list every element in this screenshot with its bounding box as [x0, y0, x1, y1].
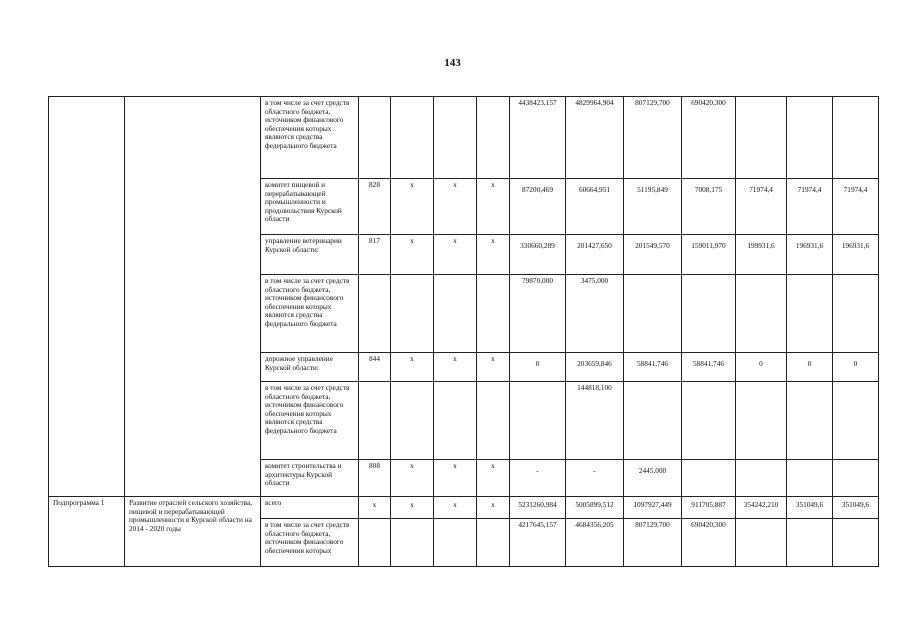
rzpr-cell [391, 275, 434, 353]
value-cell: 4438423,157 [510, 97, 566, 179]
value-cell: 0 [787, 353, 833, 382]
value-cell: 58841,746 [624, 353, 682, 382]
value-cell: 4217645,157 [510, 519, 566, 567]
value-cell: 60664,951 [566, 179, 624, 235]
value-cell: 3475,000 [566, 275, 624, 353]
csr-cell: х [434, 497, 477, 519]
source-cell: комитет пищевой и перерабатывающей промышленности и продовольствия Курской области [261, 179, 359, 235]
source-cell: дорожное управление Курской области: [261, 353, 359, 382]
rzpr-cell: х [391, 460, 434, 497]
value-cell [787, 460, 833, 497]
value-cell [624, 275, 682, 353]
value-cell [682, 382, 736, 460]
value-cell [787, 97, 833, 179]
table-row [49, 97, 879, 179]
value-cell: 79870,000 [510, 275, 566, 353]
vr-cell [477, 519, 510, 567]
value-cell: 354242,210 [736, 497, 787, 519]
value-cell [787, 382, 833, 460]
vr-cell: х [477, 235, 510, 275]
csr-cell: х [434, 235, 477, 275]
value-cell: 911705,887 [682, 497, 736, 519]
value-cell: 159011,970 [682, 235, 736, 275]
value-cell: 203659,846 [566, 353, 624, 382]
value-cell [833, 97, 879, 179]
csr-cell [434, 97, 477, 179]
value-cell: 199931,6 [736, 235, 787, 275]
grbs-code-cell: 808 [359, 460, 391, 497]
rzpr-cell [391, 519, 434, 567]
value-cell: 4829964,904 [566, 97, 624, 179]
value-cell: 807129,700 [624, 97, 682, 179]
value-cell: 807129,700 [624, 519, 682, 567]
rzpr-cell: х [391, 179, 434, 235]
vr-cell [477, 275, 510, 353]
grbs-code-cell: 817 [359, 235, 391, 275]
rzpr-cell [391, 382, 434, 460]
csr-cell [434, 519, 477, 567]
name-cell [125, 97, 261, 497]
grbs-code-cell: х [359, 497, 391, 519]
value-cell: 196931,6 [787, 235, 833, 275]
value-cell [736, 519, 787, 567]
value-cell: 201427,650 [566, 235, 624, 275]
value-cell: 5231260,984 [510, 497, 566, 519]
value-cell: 87200,469 [510, 179, 566, 235]
value-cell: 690420,300 [682, 97, 736, 179]
csr-cell [434, 382, 477, 460]
grbs-code-cell: 828 [359, 179, 391, 235]
source-cell: в том числе за счет средств областного бюджета, источником финансового обеспечения которых являются средства федерального бюджета [261, 382, 359, 460]
value-cell: - [566, 460, 624, 497]
value-cell: 0 [510, 353, 566, 382]
rzpr-cell [391, 97, 434, 179]
value-cell: 5005899,512 [566, 497, 624, 519]
page-number: 143 [444, 57, 461, 69]
grbs-code-cell [359, 97, 391, 179]
value-cell: 351049,6 [833, 497, 879, 519]
value-cell: 71974,4 [833, 179, 879, 235]
value-cell [787, 519, 833, 567]
value-cell: 196931,6 [833, 235, 879, 275]
csr-cell: х [434, 353, 477, 382]
value-cell: 1097927,449 [624, 497, 682, 519]
source-cell: в том числе за счет средств областного бюджета, источником финансового обеспечения которых [261, 519, 359, 567]
value-cell [624, 382, 682, 460]
subprogram-name-cell: Развитие отраслей сельского хозяйства, пищевой и перерабатывающей промышленности в Курской области на 2014 - 2020 годы [125, 497, 261, 567]
value-cell: 0 [736, 353, 787, 382]
value-cell [787, 275, 833, 353]
grbs-code-cell [359, 519, 391, 567]
source-cell: управление ветеринарии Курской области: [261, 235, 359, 275]
vr-cell: х [477, 179, 510, 235]
source-cell: комитет строительства и архитектуры Курской области [261, 460, 359, 497]
value-cell [682, 460, 736, 497]
value-cell [736, 97, 787, 179]
grbs-code-cell [359, 382, 391, 460]
value-cell [736, 382, 787, 460]
rzpr-cell: х [391, 497, 434, 519]
csr-cell [434, 275, 477, 353]
csr-cell: х [434, 179, 477, 235]
value-cell: - [510, 460, 566, 497]
value-cell: 2445,000 [624, 460, 682, 497]
value-cell [736, 275, 787, 353]
vr-cell: х [477, 460, 510, 497]
value-cell: 330660,289 [510, 235, 566, 275]
value-cell: 4684356,205 [566, 519, 624, 567]
status-cell [49, 97, 125, 497]
csr-cell: х [434, 460, 477, 497]
rzpr-cell: х [391, 235, 434, 275]
value-cell: 71974,4 [736, 179, 787, 235]
source-cell: в том числе за счет средств областного бюджета, источником финансового обеспечения которых являются средства федерального бюджета [261, 97, 359, 179]
value-cell [833, 460, 879, 497]
value-cell [736, 460, 787, 497]
grbs-code-cell: 844 [359, 353, 391, 382]
budget-table [48, 96, 879, 567]
value-cell: 0 [833, 353, 879, 382]
value-cell [682, 275, 736, 353]
value-cell: 51195,849 [624, 179, 682, 235]
vr-cell: х [477, 353, 510, 382]
grbs-code-cell [359, 275, 391, 353]
value-cell [833, 275, 879, 353]
vr-cell [477, 382, 510, 460]
value-cell [833, 519, 879, 567]
value-cell: 7008,175 [682, 179, 736, 235]
value-cell: 58841,746 [682, 353, 736, 382]
value-cell [510, 382, 566, 460]
source-cell: в том числе за счет средств областного бюджета, источником финансового обеспечения которых являются средства федерального бюджета [261, 275, 359, 353]
rzpr-cell: х [391, 353, 434, 382]
value-cell: 144818,100 [566, 382, 624, 460]
value-cell: 71974,4 [787, 179, 833, 235]
value-cell: 201549,570 [624, 235, 682, 275]
vr-cell [477, 97, 510, 179]
source-cell: всего [261, 497, 359, 519]
value-cell [833, 382, 879, 460]
value-cell: 690420,300 [682, 519, 736, 567]
vr-cell: х [477, 497, 510, 519]
table-row [49, 497, 879, 519]
subprogram-status-cell: Подпрограмма 1 [49, 497, 125, 567]
value-cell: 351049,6 [787, 497, 833, 519]
